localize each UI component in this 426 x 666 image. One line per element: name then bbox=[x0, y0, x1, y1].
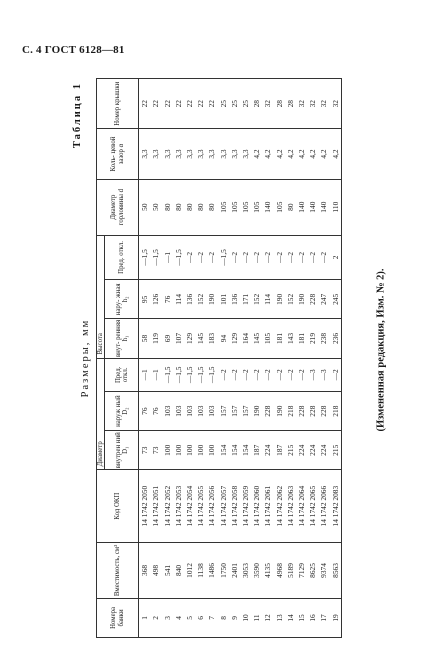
page-header: С. 4 ГОСТ 6128—81 bbox=[22, 44, 125, 56]
cell-crimp-gap: 3,3 bbox=[184, 129, 195, 179]
cell-neck-diameter: 80 bbox=[195, 179, 206, 235]
cell-cap-number: 25 bbox=[229, 79, 240, 129]
cell-inner-diameter: 224 bbox=[318, 431, 329, 470]
cell-drum-number: 2 bbox=[150, 598, 161, 637]
cell-drum-number: 6 bbox=[195, 598, 206, 637]
cell-okp-code: 14 1742 2063 bbox=[285, 470, 296, 543]
cell-cap-number: 32 bbox=[262, 79, 273, 129]
cell-diameter-tolerance: —2 bbox=[240, 358, 251, 392]
table-row bbox=[139, 79, 151, 638]
cell-crimp-gap: 4,2 bbox=[285, 129, 296, 179]
cell-crimp-gap: 3,3 bbox=[229, 129, 240, 179]
cell-outer-height: 76 bbox=[162, 280, 173, 319]
cell-outer-diameter: 218 bbox=[330, 392, 342, 431]
cell-capacity: 7129 bbox=[296, 542, 307, 598]
cell-inner-diameter: 100 bbox=[195, 431, 206, 470]
header-inner-height: внут- ренняя h₁ bbox=[105, 319, 139, 358]
table-row bbox=[162, 79, 173, 638]
cell-capacity: 9374 bbox=[318, 542, 329, 598]
table-row bbox=[285, 79, 296, 638]
cell-height-tolerance: —2 bbox=[251, 235, 262, 280]
rotated-table-block bbox=[70, 78, 352, 638]
cell-cap-number: 22 bbox=[184, 79, 195, 129]
cell-neck-diameter: 105 bbox=[229, 179, 240, 235]
cell-height-tolerance: —2 bbox=[206, 235, 217, 280]
cell-height-tolerance: —2 bbox=[184, 235, 195, 280]
cell-outer-diameter: 157 bbox=[229, 392, 240, 431]
cell-crimp-gap: 3,3 bbox=[218, 129, 229, 179]
cell-neck-diameter: 80 bbox=[162, 179, 173, 235]
cell-capacity: 1138 bbox=[195, 542, 206, 598]
table-row bbox=[150, 79, 161, 638]
cell-cap-number: 32 bbox=[330, 79, 342, 129]
cell-okp-code: 14 1742 2064 bbox=[296, 470, 307, 543]
table-row bbox=[296, 79, 307, 638]
cell-okp-code: 14 1742 2061 bbox=[262, 470, 273, 543]
cell-capacity: 1486 bbox=[206, 542, 217, 598]
cell-outer-height: 245 bbox=[330, 280, 342, 319]
cell-outer-height: 190 bbox=[274, 280, 285, 319]
cell-outer-diameter: 103 bbox=[184, 392, 195, 431]
cell-crimp-gap: 4,2 bbox=[307, 129, 318, 179]
cell-okp-code: 14 1742 2054 bbox=[184, 470, 195, 543]
cell-crimp-gap: 3,3 bbox=[150, 129, 161, 179]
cell-capacity: 1012 bbox=[184, 542, 195, 598]
cell-capacity: 5189 bbox=[285, 542, 296, 598]
cell-height-tolerance: —1,5 bbox=[139, 235, 151, 280]
cell-outer-diameter: 103 bbox=[173, 392, 184, 431]
cell-okp-code: 14 1742 2059 bbox=[240, 470, 251, 543]
cell-crimp-gap: 3,3 bbox=[139, 129, 151, 179]
cell-height-tolerance: —2 bbox=[318, 235, 329, 280]
cell-cap-number: 32 bbox=[296, 79, 307, 129]
cell-inner-diameter: 224 bbox=[262, 431, 273, 470]
cell-height-tolerance: —2 bbox=[229, 235, 240, 280]
cell-height-tolerance: 2 bbox=[330, 235, 342, 280]
cell-outer-diameter: 228 bbox=[296, 392, 307, 431]
table-row bbox=[218, 79, 229, 638]
cell-height-tolerance: —2 bbox=[262, 235, 273, 280]
cell-drum-number: 13 bbox=[274, 598, 285, 637]
cell-drum-number: 4 bbox=[173, 598, 184, 637]
cell-outer-height: 190 bbox=[206, 280, 217, 319]
header-capacity: Вместимость, см³ bbox=[97, 542, 139, 598]
cell-outer-diameter: 76 bbox=[139, 392, 151, 431]
cell-outer-diameter: 190 bbox=[251, 392, 262, 431]
cell-diameter-tolerance: —2 bbox=[330, 358, 342, 392]
cell-cap-number: 32 bbox=[318, 79, 329, 129]
cell-inner-diameter: 100 bbox=[206, 431, 217, 470]
cell-outer-height: 152 bbox=[195, 280, 206, 319]
cell-okp-code: 14 1742 2050 bbox=[139, 470, 151, 543]
table-row bbox=[330, 79, 342, 638]
cell-diameter-tolerance: —2 bbox=[296, 358, 307, 392]
cell-outer-height: 152 bbox=[251, 280, 262, 319]
cell-diameter-tolerance: —1,5 bbox=[162, 358, 173, 392]
footnote: (Измененная редакция, Изм. № 2). bbox=[375, 268, 387, 432]
cell-height-tolerance: —1,5 bbox=[218, 235, 229, 280]
cell-inner-height: 143 bbox=[285, 319, 296, 358]
cell-inner-height: 238 bbox=[318, 319, 329, 358]
cell-capacity: 8625 bbox=[307, 542, 318, 598]
cell-neck-diameter: 105 bbox=[240, 179, 251, 235]
cell-cap-number: 28 bbox=[274, 79, 285, 129]
cell-outer-height: 95 bbox=[139, 280, 151, 319]
cell-height-tolerance: —2 bbox=[307, 235, 318, 280]
cell-neck-diameter: 50 bbox=[139, 179, 151, 235]
table-row bbox=[184, 79, 195, 638]
table-row bbox=[307, 79, 318, 638]
cell-neck-diameter: 105 bbox=[251, 179, 262, 235]
cell-drum-number: 8 bbox=[218, 598, 229, 637]
cell-outer-diameter: 228 bbox=[318, 392, 329, 431]
cell-outer-diameter: 190 bbox=[274, 392, 285, 431]
cell-cap-number: 22 bbox=[206, 79, 217, 129]
cell-diameter-tolerance: —2 bbox=[285, 358, 296, 392]
cell-okp-code: 14 1742 2060 bbox=[251, 470, 262, 543]
cell-diameter-tolerance: —2 bbox=[229, 358, 240, 392]
cell-capacity: 4968 bbox=[274, 542, 285, 598]
cell-okp-code: 14 1742 2052 bbox=[162, 470, 173, 543]
cell-inner-diameter: 154 bbox=[229, 431, 240, 470]
table-row bbox=[318, 79, 329, 638]
cell-inner-height: 58 bbox=[139, 319, 151, 358]
cell-crimp-gap: 4,2 bbox=[296, 129, 307, 179]
cell-outer-diameter: 157 bbox=[218, 392, 229, 431]
cell-inner-height: 181 bbox=[296, 319, 307, 358]
cell-height-tolerance: —1,5 bbox=[173, 235, 184, 280]
cell-capacity: 840 bbox=[173, 542, 184, 598]
cell-inner-diameter: 73 bbox=[139, 431, 151, 470]
cell-crimp-gap: 4,2 bbox=[262, 129, 273, 179]
cell-diameter-tolerance: —2 bbox=[218, 358, 229, 392]
cell-height-tolerance: —2 bbox=[285, 235, 296, 280]
cell-inner-height: 105 bbox=[262, 319, 273, 358]
header-outer-height: нару- жная h₂ bbox=[105, 280, 139, 319]
cell-diameter-tolerance: —1 bbox=[150, 358, 161, 392]
cell-capacity: 8563 bbox=[330, 542, 342, 598]
cell-okp-code: 14 1742 2051 bbox=[150, 470, 161, 543]
cell-capacity: 3590 bbox=[251, 542, 262, 598]
dimensions-table bbox=[96, 78, 342, 638]
cell-diameter-tolerance: —2 bbox=[262, 358, 273, 392]
cell-inner-height: 183 bbox=[206, 319, 217, 358]
header-okp-code: Код ОКП bbox=[97, 470, 139, 543]
cell-diameter-tolerance: —1,5 bbox=[184, 358, 195, 392]
cell-cap-number: 25 bbox=[240, 79, 251, 129]
cell-inner-height: 107 bbox=[173, 319, 184, 358]
cell-drum-number: 10 bbox=[240, 598, 251, 637]
cell-outer-height: 247 bbox=[318, 280, 329, 319]
cell-cap-number: 28 bbox=[285, 79, 296, 129]
cell-outer-height: 136 bbox=[184, 280, 195, 319]
cell-inner-diameter: 154 bbox=[218, 431, 229, 470]
cell-drum-number: 5 bbox=[184, 598, 195, 637]
cell-crimp-gap: 4,2 bbox=[318, 129, 329, 179]
header-height: Высота bbox=[97, 235, 105, 358]
cell-crimp-gap: 4,2 bbox=[274, 129, 285, 179]
cell-cap-number: 28 bbox=[251, 79, 262, 129]
cell-cap-number: 22 bbox=[139, 79, 151, 129]
cell-inner-height: 181 bbox=[274, 319, 285, 358]
cell-inner-height: 219 bbox=[307, 319, 318, 358]
cell-neck-diameter: 105 bbox=[274, 179, 285, 235]
cell-neck-diameter: 80 bbox=[173, 179, 184, 235]
cell-diameter-tolerance: —3 bbox=[318, 358, 329, 392]
cell-cap-number: 32 bbox=[307, 79, 318, 129]
cell-diameter-tolerance: —1,5 bbox=[173, 358, 184, 392]
cell-inner-diameter: 100 bbox=[162, 431, 173, 470]
cell-neck-diameter: 50 bbox=[150, 179, 161, 235]
cell-drum-number: 1 bbox=[139, 598, 151, 637]
table-row bbox=[173, 79, 184, 638]
cell-diameter-tolerance: —3 bbox=[307, 358, 318, 392]
cell-outer-height: 126 bbox=[150, 280, 161, 319]
cell-okp-code: 14 1742 2062 bbox=[274, 470, 285, 543]
cell-height-tolerance: —2 bbox=[240, 235, 251, 280]
table-subtitle: Размеры, мм bbox=[80, 318, 91, 398]
table-row bbox=[251, 79, 262, 638]
cell-cap-number: 22 bbox=[195, 79, 206, 129]
cell-crimp-gap: 3,3 bbox=[206, 129, 217, 179]
cell-outer-height: 136 bbox=[229, 280, 240, 319]
cell-drum-number: 12 bbox=[262, 598, 273, 637]
cell-outer-height: 228 bbox=[307, 280, 318, 319]
cell-outer-height: 190 bbox=[296, 280, 307, 319]
cell-inner-diameter: 154 bbox=[240, 431, 251, 470]
cell-capacity: 368 bbox=[139, 542, 151, 598]
cell-capacity: 1750 bbox=[218, 542, 229, 598]
cell-outer-diameter: 103 bbox=[206, 392, 217, 431]
cell-neck-diameter: 80 bbox=[206, 179, 217, 235]
cell-inner-diameter: 73 bbox=[150, 431, 161, 470]
cell-cap-number: 22 bbox=[173, 79, 184, 129]
cell-outer-diameter: 228 bbox=[262, 392, 273, 431]
table-row bbox=[240, 79, 251, 638]
cell-outer-height: 101 bbox=[218, 280, 229, 319]
cell-diameter-tolerance: —2 bbox=[251, 358, 262, 392]
cell-outer-height: 152 bbox=[285, 280, 296, 319]
header-cap-number: Номер крышки bbox=[97, 79, 139, 129]
header-outer-diameter: наруж ный D₂ bbox=[105, 392, 139, 431]
cell-inner-diameter: 215 bbox=[330, 431, 342, 470]
table-label: Таблица 1 bbox=[72, 82, 83, 149]
cell-neck-diameter: 80 bbox=[285, 179, 296, 235]
header-diameter: Диаметр bbox=[97, 358, 105, 470]
cell-drum-number: 19 bbox=[330, 598, 342, 637]
cell-drum-number: 3 bbox=[162, 598, 173, 637]
cell-outer-diameter: 157 bbox=[240, 392, 251, 431]
header-drum-number: Номера банки bbox=[97, 598, 139, 637]
cell-drum-number: 9 bbox=[229, 598, 240, 637]
cell-okp-code: 14 1742 2065 bbox=[307, 470, 318, 543]
cell-height-tolerance: —1 bbox=[162, 235, 173, 280]
cell-neck-diameter: 80 bbox=[184, 179, 195, 235]
cell-inner-height: 145 bbox=[195, 319, 206, 358]
cell-okp-code: 14 1742 2053 bbox=[173, 470, 184, 543]
cell-drum-number: 16 bbox=[307, 598, 318, 637]
cell-height-tolerance: —2 bbox=[296, 235, 307, 280]
cell-drum-number: 7 bbox=[206, 598, 217, 637]
table-row bbox=[274, 79, 285, 638]
cell-okp-code: 14 1742 2055 bbox=[195, 470, 206, 543]
cell-diameter-tolerance: —1,5 bbox=[195, 358, 206, 392]
cell-inner-height: 69 bbox=[162, 319, 173, 358]
cell-drum-number: 15 bbox=[296, 598, 307, 637]
cell-cap-number: 22 bbox=[150, 79, 161, 129]
cell-inner-diameter: 224 bbox=[296, 431, 307, 470]
cell-height-tolerance: —2 bbox=[274, 235, 285, 280]
cell-neck-diameter: 140 bbox=[318, 179, 329, 235]
cell-inner-height: 119 bbox=[150, 319, 161, 358]
header-diameter-tolerance: Пред. откл. bbox=[105, 358, 139, 392]
header-inner-diameter: внутрен ний D₁ bbox=[105, 431, 139, 470]
cell-diameter-tolerance: —1,5 bbox=[206, 358, 217, 392]
cell-inner-diameter: 187 bbox=[251, 431, 262, 470]
table-row bbox=[229, 79, 240, 638]
cell-inner-diameter: 100 bbox=[184, 431, 195, 470]
cell-drum-number: 14 bbox=[285, 598, 296, 637]
cell-inner-height: 236 bbox=[330, 319, 342, 358]
cell-outer-diameter: 76 bbox=[150, 392, 161, 431]
cell-okp-code: 14 1742 2056 bbox=[206, 470, 217, 543]
cell-crimp-gap: 3,3 bbox=[240, 129, 251, 179]
header-height-tolerance: Пред. откл. bbox=[105, 235, 139, 280]
header-crimp-gap: Коль- цевой зазор α bbox=[97, 129, 139, 179]
cell-inner-height: 129 bbox=[184, 319, 195, 358]
table-body bbox=[139, 79, 342, 638]
cell-inner-diameter: 100 bbox=[173, 431, 184, 470]
cell-neck-diameter: 105 bbox=[218, 179, 229, 235]
cell-cap-number: 22 bbox=[162, 79, 173, 129]
cell-height-tolerance: —2 bbox=[195, 235, 206, 280]
cell-neck-diameter: 140 bbox=[307, 179, 318, 235]
cell-height-tolerance: —1,5 bbox=[150, 235, 161, 280]
cell-capacity: 2401 bbox=[229, 542, 240, 598]
table-row bbox=[195, 79, 206, 638]
table-row bbox=[262, 79, 273, 638]
cell-inner-height: 129 bbox=[229, 319, 240, 358]
cell-capacity: 541 bbox=[162, 542, 173, 598]
header-neck-diameter: Диаметр горловины d bbox=[97, 179, 139, 235]
cell-okp-code: 14 1742 2083 bbox=[330, 470, 342, 543]
cell-inner-height: 94 bbox=[218, 319, 229, 358]
cell-capacity: 3053 bbox=[240, 542, 251, 598]
cell-diameter-tolerance: —2 bbox=[274, 358, 285, 392]
cell-outer-height: 114 bbox=[173, 280, 184, 319]
cell-capacity: 4135 bbox=[262, 542, 273, 598]
cell-neck-diameter: 140 bbox=[296, 179, 307, 235]
cell-capacity: 498 bbox=[150, 542, 161, 598]
cell-crimp-gap: 3,3 bbox=[195, 129, 206, 179]
cell-inner-height: 145 bbox=[251, 319, 262, 358]
cell-neck-diameter: 140 bbox=[262, 179, 273, 235]
cell-outer-diameter: 228 bbox=[307, 392, 318, 431]
cell-inner-diameter: 224 bbox=[307, 431, 318, 470]
cell-outer-height: 114 bbox=[262, 280, 273, 319]
table-title-row bbox=[70, 78, 96, 638]
cell-outer-diameter: 103 bbox=[195, 392, 206, 431]
cell-cap-number: 25 bbox=[218, 79, 229, 129]
cell-crimp-gap: 4,2 bbox=[330, 129, 342, 179]
cell-okp-code: 14 1742 2057 bbox=[218, 470, 229, 543]
cell-outer-diameter: 218 bbox=[285, 392, 296, 431]
cell-okp-code: 14 1742 2058 bbox=[229, 470, 240, 543]
cell-outer-height: 171 bbox=[240, 280, 251, 319]
cell-okp-code: 14 1742 2066 bbox=[318, 470, 329, 543]
cell-outer-diameter: 103 bbox=[162, 392, 173, 431]
cell-crimp-gap: 3,3 bbox=[162, 129, 173, 179]
cell-inner-diameter: 215 bbox=[285, 431, 296, 470]
cell-drum-number: 17 bbox=[318, 598, 329, 637]
cell-crimp-gap: 3,3 bbox=[173, 129, 184, 179]
cell-crimp-gap: 4,2 bbox=[251, 129, 262, 179]
cell-diameter-tolerance: —1 bbox=[139, 358, 151, 392]
cell-inner-diameter: 187 bbox=[274, 431, 285, 470]
cell-inner-height: 164 bbox=[240, 319, 251, 358]
table-row bbox=[206, 79, 217, 638]
cell-neck-diameter: 110 bbox=[330, 179, 342, 235]
cell-drum-number: 11 bbox=[251, 598, 262, 637]
